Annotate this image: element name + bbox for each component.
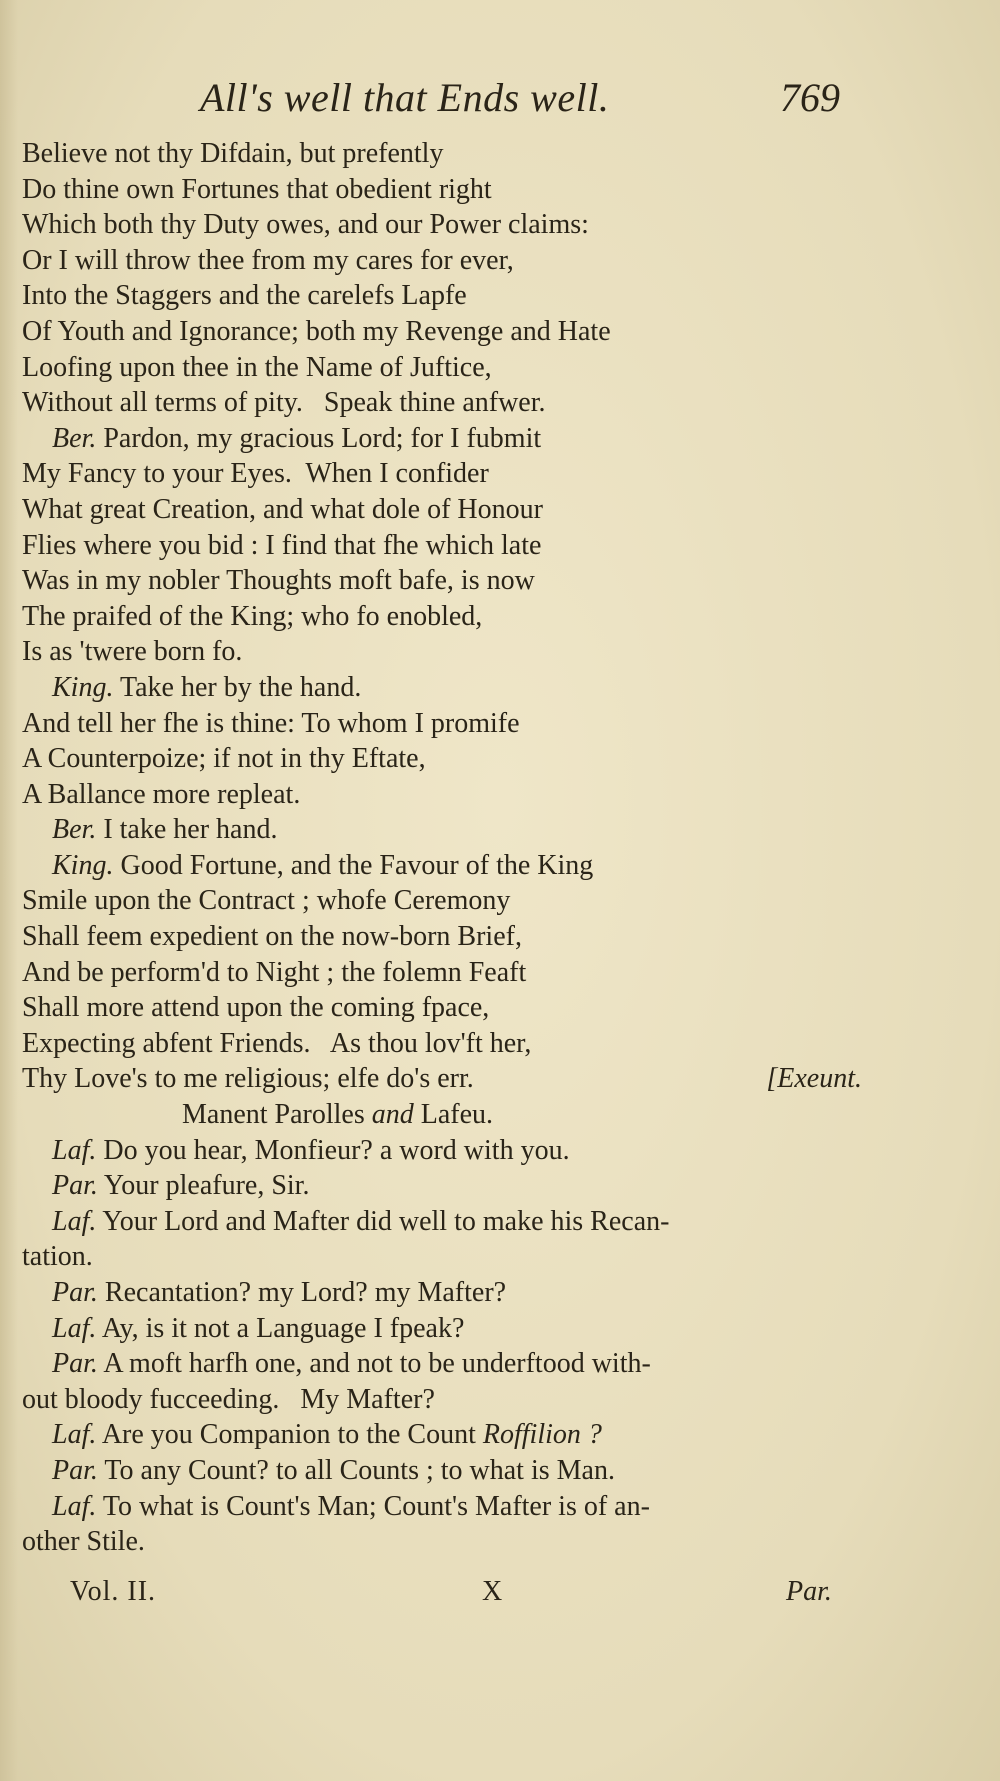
line-text: What great Creation, and what dole of Honour — [22, 493, 543, 525]
text-line — [22, 777, 862, 813]
speaker-name: Par. — [52, 1277, 98, 1308]
speaker-name: Laf. — [52, 1134, 97, 1166]
text-line — [22, 1239, 862, 1275]
text-line — [22, 136, 862, 172]
line-text: To what is Count's Man; Count's Mafter is of an- — [96, 1490, 650, 1522]
speaker-name: Laf. — [52, 1419, 97, 1451]
text-line — [22, 1133, 862, 1169]
text-line — [22, 1061, 862, 1097]
speaker-name: Laf. — [52, 1490, 97, 1522]
text-line — [22, 492, 862, 528]
text-line — [22, 314, 862, 350]
line-text: And tell her fhe is thine: To whom I promife — [22, 707, 520, 739]
line-text: Are you Companion to the Count — [96, 1419, 483, 1451]
text-line — [22, 670, 862, 706]
line-text: Pardon, my gracious Lord; for I fubmit — [96, 422, 542, 454]
text-line — [22, 741, 862, 777]
line-text: Do you hear, Monfieur? a word with you. — [96, 1134, 570, 1166]
text-line — [22, 278, 862, 314]
line-text: Do thine own Fortunes that obedient right — [22, 173, 492, 205]
text-line — [22, 1311, 862, 1347]
line-text: The praifed of the King; who fo enobled, — [22, 600, 483, 632]
speaker-name: Par. — [52, 1454, 98, 1486]
line-text: A moft harfh one, and not to be underftood with- — [97, 1348, 651, 1380]
text-line — [22, 456, 862, 492]
line-text: Shall more attend upon the coming fpace, — [22, 992, 490, 1024]
text-line — [22, 990, 862, 1026]
text-line — [22, 1026, 862, 1062]
text-line — [22, 955, 862, 991]
line-text: out bloody fucceeding. My Mafter? — [22, 1383, 435, 1415]
text-line — [22, 421, 862, 457]
volume-signature: Vol. II. — [70, 1576, 157, 1607]
speaker-name: Par. — [52, 1348, 98, 1380]
stage-direction — [22, 1097, 862, 1133]
text-line — [22, 599, 862, 635]
text-line — [22, 1204, 862, 1240]
text-line — [22, 919, 862, 955]
direction-part: and — [371, 1099, 414, 1131]
line-text: Shall feem expedient on the now-born Brief, — [22, 921, 522, 953]
text-line — [22, 385, 862, 421]
line-text: Of Youth and Ignorance; both my Revenge and Hate — [22, 315, 611, 347]
line-text: Into the Staggers and the carelefs Lapfe — [22, 280, 467, 312]
play-text — [22, 136, 862, 1560]
speaker-name: Ber. — [52, 814, 97, 846]
text-line — [22, 634, 862, 670]
line-text: To any Count? to all Counts ; to what is Man. — [97, 1454, 615, 1486]
line-text: Your pleafure, Sir. — [97, 1170, 310, 1202]
line-text: Ay, is it not a Language I fpeak? — [96, 1312, 465, 1344]
line-text: Your Lord and Mafter did well to make his Recan- — [96, 1205, 670, 1237]
text-line — [22, 528, 862, 564]
text-line — [22, 848, 862, 884]
line-text: Is as 'twere born fo. — [22, 636, 243, 668]
text-line — [22, 1453, 862, 1489]
text-line — [22, 350, 862, 386]
text-line — [22, 883, 862, 919]
speaker-name: Laf. — [52, 1312, 97, 1344]
speaker-name: King. — [52, 671, 114, 703]
page-footer — [0, 1576, 860, 1616]
line-text: Thy Love's to me religious; elfe do's err. — [22, 1063, 474, 1095]
direction-part: Lafeu. — [413, 1099, 494, 1131]
text-line — [22, 1168, 862, 1204]
text-line — [22, 1346, 862, 1382]
running-title: All's well that Ends well. — [200, 75, 610, 120]
line-text: Recantation? my Lord? my Mafter? — [97, 1277, 507, 1308]
text-line — [22, 172, 862, 208]
text-line — [22, 207, 862, 243]
signature-mark: X — [482, 1576, 503, 1607]
text-line — [22, 706, 862, 742]
catchword: Par. — [786, 1576, 832, 1607]
text-line — [22, 1524, 862, 1560]
text-line — [22, 1417, 862, 1453]
speaker-name: Laf. — [52, 1205, 97, 1237]
line-text: A Counterpoize; if not in thy Eftate, — [22, 743, 426, 775]
line-text: Good Fortune, and the Favour of the King — [113, 849, 594, 881]
text-line — [22, 1489, 862, 1525]
line-text: Expecting abfent Friends. As thou lov'ft her, — [22, 1027, 532, 1059]
line-text: Smile upon the Contract ; whofe Ceremony — [22, 885, 511, 917]
line-text: Was in my nobler Thoughts moft bafe, is now — [22, 565, 535, 597]
direction-part: Manent Parolles — [182, 1099, 372, 1131]
speaker-name: Par. — [52, 1170, 98, 1202]
speaker-name: Ber. — [52, 422, 97, 454]
exit-direction: [Exeunt. — [766, 1063, 862, 1095]
line-text: Which both thy Duty owes, and our Power claims: — [22, 209, 589, 241]
text-line — [22, 563, 862, 599]
text-line — [22, 243, 862, 279]
running-head — [0, 74, 860, 124]
page-number: 769 — [780, 75, 840, 120]
speaker-name: King. — [52, 849, 114, 881]
line-text: A Ballance more repleat. — [22, 778, 301, 810]
line-text: Flies where you bid : I find that fhe which late — [22, 529, 542, 561]
line-text: Believe not thy Difdain, but prefently — [22, 138, 444, 169]
text-line — [22, 1275, 862, 1311]
line-text: My Fancy to your Eyes. When I confider — [22, 458, 489, 490]
line-text: Take her by the hand. — [113, 671, 362, 703]
line-text: I take her hand. — [96, 814, 278, 846]
line-text: And be perform'd to Night ; the folemn Feaft — [22, 956, 527, 988]
line-text: Without all terms of pity. Speak thine anfwer. — [22, 387, 546, 419]
text-line — [22, 812, 862, 848]
line-text: tation. — [22, 1241, 93, 1273]
line-text: Or I will throw thee from my cares for ever, — [22, 244, 514, 276]
italic-name: Roffilion ? — [482, 1419, 602, 1451]
line-text: other Stile. — [22, 1526, 145, 1558]
line-text: Loofing upon thee in the Name of Juftice, — [22, 351, 492, 383]
text-line — [22, 1382, 862, 1418]
